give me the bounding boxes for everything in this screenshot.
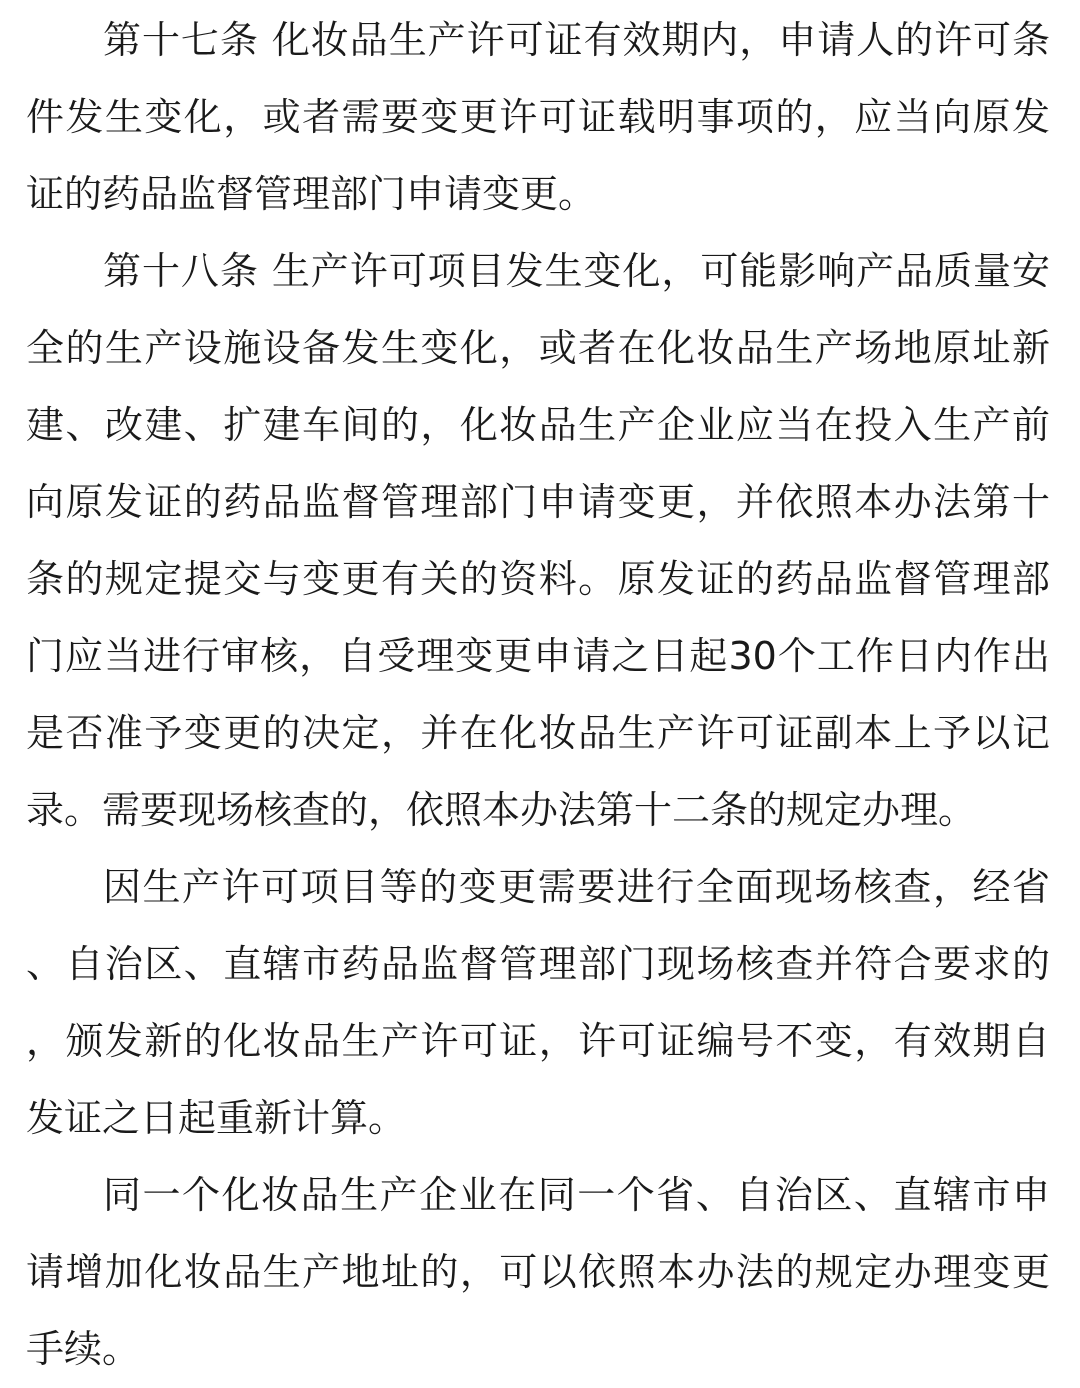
article-18-paragraph: 第十八条 生产许可项目发生变化，可能影响产品质量安全的生产设施设备发生变化，或者在化妆品生产场地原址新建、改建、扩建车间的，化妆品生产企业应当在投入生产前向原发证的药品监督管理部门申请变更，并依照本办法第十条的规定提交与变更有关的资料。原发证的药品监督管理部门应当进行审核，自受理变更申请之日起30个工作日内作出是否准予变更的决定，并在化妆品生产许可证副本上予以记录。需要现场核查的，依照本办法第十二条的规定办理。	[26, 249, 1050, 832]
article-18-onsite-inspection-paragraph: 因生产许可项目等的变更需要进行全面现场核查，经省、自治区、直辖市药品监督管理部门现场核查并符合要求的，颁发新的化妆品生产许可证，许可证编号不变，有效期自发证之日起重新计算。	[26, 865, 1050, 1140]
article-17-paragraph: 第十七条 化妆品生产许可证有效期内，申请人的许可条件发生变化，或者需要变更许可证载明事项的，应当向原发证的药品监督管理部门申请变更。	[26, 18, 1050, 216]
article-18-additional-address-paragraph: 同一个化妆品生产企业在同一个省、自治区、直辖市申请增加化妆品生产地址的，可以依照本办法的规定办理变更手续。	[26, 1173, 1050, 1371]
